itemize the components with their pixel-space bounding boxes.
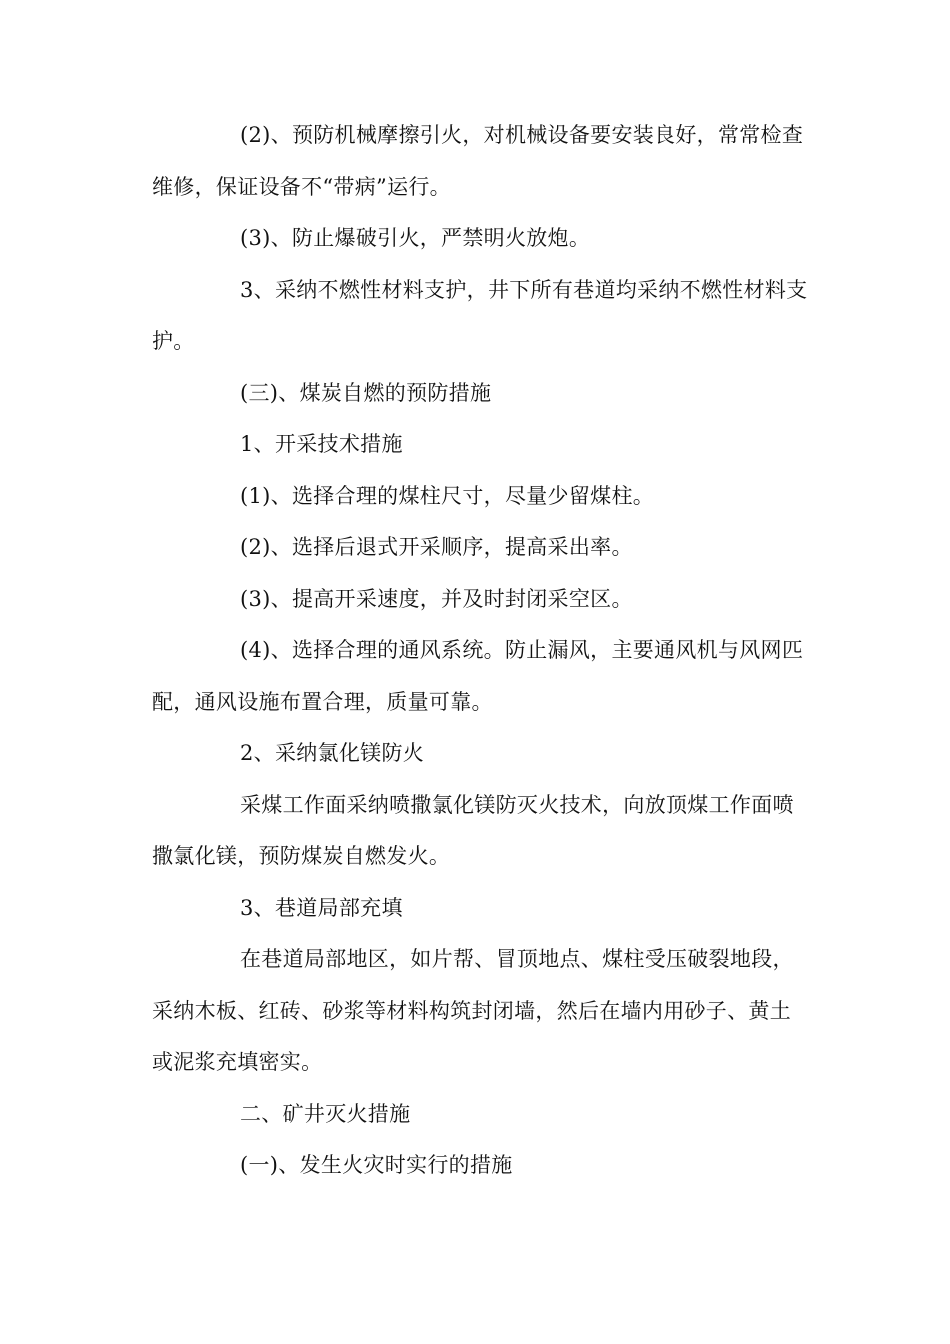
- section-heading: (三)、煤炭自燃的预防措施: [240, 380, 492, 405]
- paragraph: 3、采纳不燃性材料支护，井下所有巷道均采纳不燃性材料支护。: [152, 277, 808, 353]
- subsection-heading: 2、采纳氯化镁防火: [240, 741, 425, 765]
- paragraph: 在巷道局部地区，如片帮、冒顶地点、煤柱受压破裂地段，采纳木板、红砖、砂浆等材料构筑封闭墙，然后在墙内用砂子、黄土或泥浆充填密实。: [152, 947, 794, 1074]
- paragraph: (4)、选择合理的通风系统。防止漏风，主要通风机与风网匹配，通风设施布置合理，质量可靠。: [152, 638, 804, 714]
- section-heading: (一)、发生火灾时实行的措施: [240, 1153, 513, 1177]
- paragraph: (2)、选择后退式开采顺序，提高采出率。: [240, 535, 633, 559]
- section-heading: 二、矿井灭火措施: [240, 1101, 411, 1126]
- paragraph: (1)、选择合理的煤柱尺寸，尽量少留煤柱。: [240, 483, 655, 508]
- paragraph: (3)、防止爆破引火，严禁明火放炮。: [240, 226, 591, 250]
- document-body: [152, 110, 812, 1192]
- paragraph: 采煤工作面采纳喷撒氯化镁防灭火技术，向放顶煤工作面喷撒氯化镁，预防煤炭自燃发火。: [152, 792, 794, 868]
- subsection-heading: 3、巷道局部充填: [240, 895, 403, 920]
- subsection-heading: 1、开采技术措施: [240, 432, 403, 456]
- paragraph: (3)、提高开采速度，并及时封闭采空区。: [240, 586, 633, 611]
- paragraph: (2)、预防机械摩擦引火，对机械设备要安装良好，常常检查维修，保证设备不“带病”运行。: [152, 123, 804, 199]
